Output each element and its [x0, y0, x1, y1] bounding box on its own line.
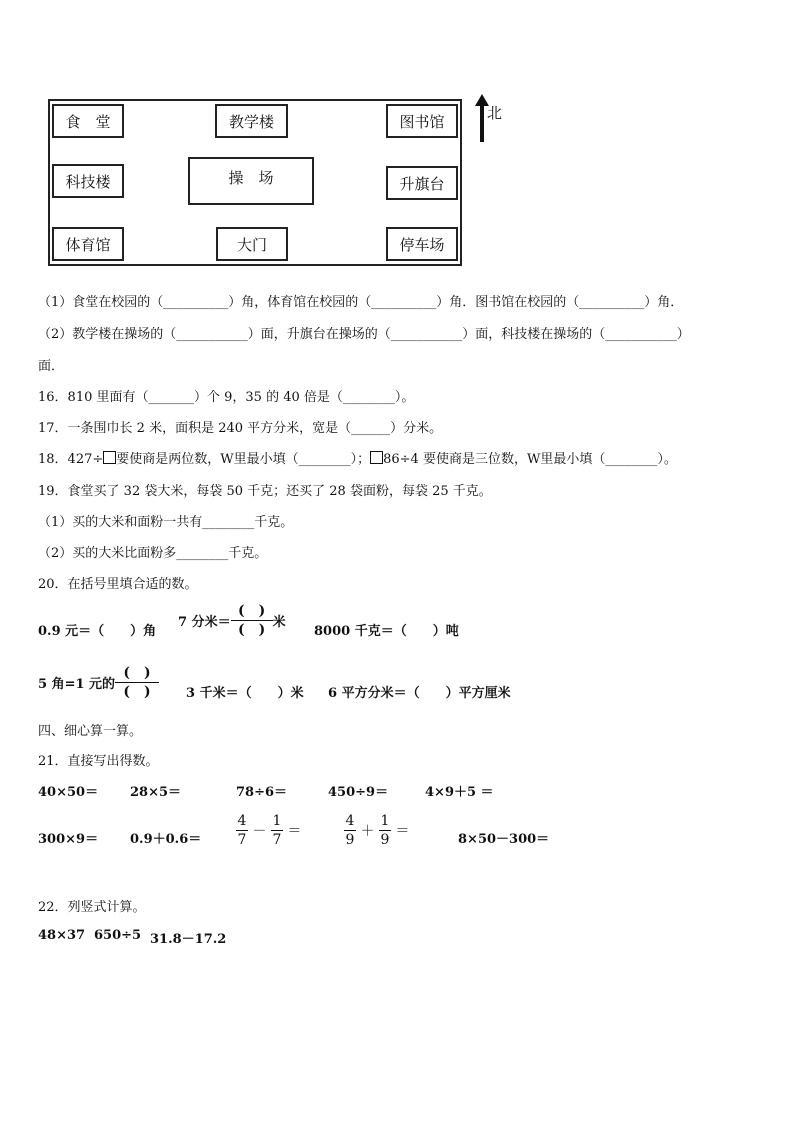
q21-item: 0.9＋0.6＝ [130, 832, 202, 847]
q18-part3: 86÷4 要使商是三位数，W里最小填（________）。 [383, 452, 677, 467]
q21-fraction-expr-1: $\frac{4}{7}$ － $\frac{1}{7}$ ＝ [237, 813, 302, 848]
q20-a: 0.9 元＝（ ）角 [38, 624, 157, 639]
map-library: 图书馆 [386, 104, 458, 138]
q19-stem: 19．食堂买了 32 袋大米，每袋 50 千克；还买了 28 袋面粉，每袋 25 千克。 [38, 484, 492, 499]
q22-item: 650÷5 [94, 928, 142, 943]
q21-item: 300×9＝ [38, 832, 99, 847]
q21-stem: 21．直接写出得数。 [38, 754, 159, 769]
q22-item: 48×37 [38, 928, 86, 943]
q21-item: 28×5＝ [130, 785, 182, 800]
q18-part2: 要使商是两位数，W里最小填（________）； [116, 452, 371, 467]
map-cafeteria: 食 堂 [52, 104, 124, 138]
q20-b: 7 分米＝ $\frac{( )}{( )}$ 米 [178, 603, 286, 638]
map-flag-platform: 升旗台 [386, 166, 458, 200]
fraction-blank: $\frac{( )}{( )}$ [115, 665, 159, 700]
q18 [38, 448, 677, 467]
q21-item: 40×50＝ [38, 785, 99, 800]
q20-d: 5 角=1 元的 $\frac{( )}{( )}$ [38, 665, 159, 700]
q22-item: 31.8－17.2 [150, 932, 227, 947]
q20-stem: 20．在括号里填合适的数。 [38, 577, 198, 592]
q15-line1: （1）食堂在校园的（__________）角，体育馆在校园的（__________）角．图书馆在校园的（__________）角． [38, 295, 684, 310]
q21-item: 450÷9＝ [328, 785, 389, 800]
q21-item: 78÷6＝ [236, 785, 288, 800]
fraction-blank: $\frac{( )}{( )}$ [231, 603, 273, 638]
q19-sub1: （1）买的大米和面粉一共有________千克。 [38, 515, 294, 530]
map-gate: 大门 [216, 227, 288, 261]
q15-line2: （2）教学楼在操场的（___________）面，升旗台在操场的（___________）面，科技楼在操场的（___________） [38, 327, 690, 342]
q20-c: 8000 千克＝（ ）吨 [314, 624, 459, 639]
q21-item: 8×50－300＝ [458, 832, 550, 847]
map-teaching-building: 教学楼 [215, 104, 288, 138]
q16: 16．810 里面有（_______）个 9，35 的 40 倍是（________）。 [38, 390, 415, 405]
map-parking: 停车场 [386, 227, 458, 261]
north-arrow-shaft [480, 104, 484, 142]
q15-line3: 面． [38, 359, 65, 374]
q21-fraction-expr-2: $\frac{4}{9}$ ＋ $\frac{1}{9}$ ＝ [345, 813, 410, 848]
section4-heading: 四、细心算一算。 [38, 724, 143, 739]
north-label: 北 [487, 104, 503, 122]
blank-square-icon [103, 451, 116, 464]
q18-part1: 18．427÷ [38, 452, 104, 467]
q17: 17．一条围巾长 2 米，面积是 240 平方分米，宽是（______）分米。 [38, 421, 443, 436]
q20-f: 6 平方分米＝（ ）平方厘米 [328, 686, 511, 701]
q20-e: 3 千米＝（ ）米 [186, 686, 304, 701]
map-gym: 体育馆 [52, 227, 124, 261]
q22-stem: 22．列竖式计算。 [38, 900, 146, 915]
q21-item: 4×9＋5 ＝ [425, 785, 494, 800]
q19-sub2: （2）买的大米比面粉多________千克。 [38, 546, 268, 561]
map-playground: 操 场 [188, 157, 314, 205]
map-tech-building: 科技楼 [52, 164, 124, 198]
blank-square-icon [370, 451, 383, 464]
